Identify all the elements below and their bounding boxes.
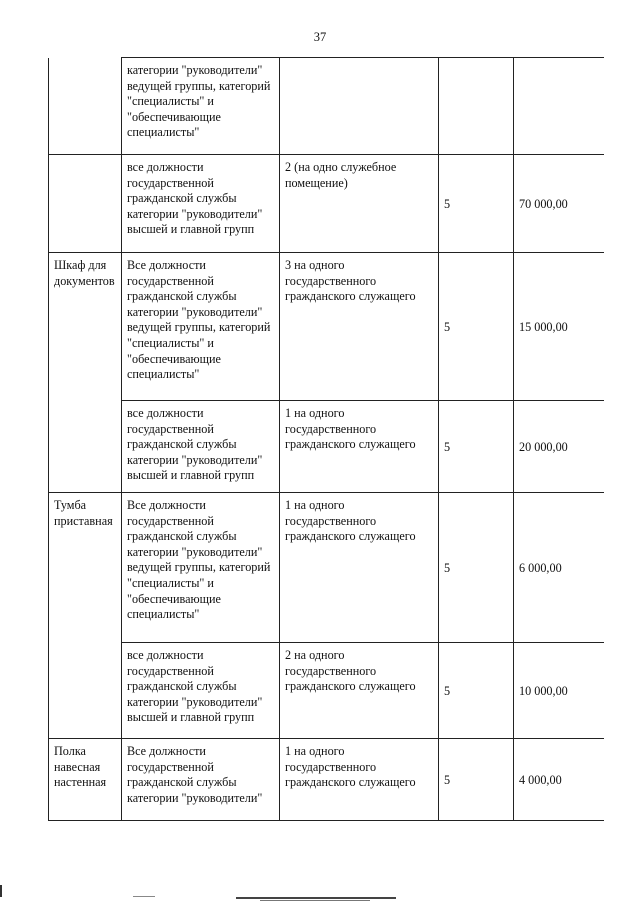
item-cell [49, 401, 122, 493]
years-cell [439, 58, 514, 155]
item-cell: Шкаф для документов [49, 253, 122, 401]
years-cell: 5 [439, 253, 514, 401]
quantity-cell: 1 на одного государственного гражданского служащего [280, 739, 439, 821]
quantity-cell: 2 на одного государственного гражданского служащего [280, 643, 439, 739]
table-row [49, 493, 604, 643]
years-cell: 5 [439, 493, 514, 643]
table-row [49, 643, 604, 739]
table-row [49, 58, 604, 155]
margin-scan-mark [0, 885, 2, 897]
table-row [49, 739, 604, 821]
positions-cell: все должности государственной гражданской службы категории "руководители" высшей и главной групп [122, 401, 280, 493]
item-cell [49, 155, 122, 253]
page-number: 37 [313, 30, 327, 44]
price-cell: 4 000,00 [514, 739, 604, 821]
positions-cell: Все должности государственной гражданской службы категории "руководители" [122, 739, 280, 821]
price-cell: 10 000,00 [514, 643, 604, 739]
years-cell: 5 [439, 739, 514, 821]
quantity-cell: 1 на одного государственного гражданского служащего [280, 493, 439, 643]
table-row [49, 253, 604, 401]
footer-scan-line [133, 896, 155, 897]
years-cell: 5 [439, 401, 514, 493]
footer-scan-line [236, 897, 396, 899]
item-cell [49, 643, 122, 739]
item-cell [49, 58, 122, 155]
item-cell: Полка навесная настенная [49, 739, 122, 821]
quantity-cell: 3 на одного государственного гражданского служащего [280, 253, 439, 401]
table-row [49, 155, 604, 253]
price-cell: 20 000,00 [514, 401, 604, 493]
years-cell: 5 [439, 155, 514, 253]
price-cell [514, 58, 604, 155]
item-cell: Тумба приставная [49, 493, 122, 643]
positions-cell: Все должности государственной гражданской службы категории "руководители" ведущей группы, категорий "специалисты" и "обеспечивающие специалисты" [122, 253, 280, 401]
price-cell: 15 000,00 [514, 253, 604, 401]
footer-scan-line [260, 900, 370, 901]
positions-cell: все должности государственной гражданской службы категории "руководители" высшей и главной групп [122, 643, 280, 739]
positions-cell: категории "руководители" ведущей группы, категорий "специалисты" и "обеспечивающие специалисты" [122, 58, 280, 155]
table-row [49, 401, 604, 493]
years-cell: 5 [439, 643, 514, 739]
quantity-cell [280, 58, 439, 155]
norms-table [48, 57, 604, 821]
positions-cell: все должности государственной гражданской службы категории "руководители" высшей и главной групп [122, 155, 280, 253]
quantity-cell: 1 на одного государственного гражданского служащего [280, 401, 439, 493]
positions-cell: Все должности государственной гражданской службы категории "руководители" ведущей группы, категорий "специалисты" и "обеспечивающие специалисты" [122, 493, 280, 643]
price-cell: 70 000,00 [514, 155, 604, 253]
price-cell: 6 000,00 [514, 493, 604, 643]
quantity-cell: 2 (на одно служебное помещение) [280, 155, 439, 253]
